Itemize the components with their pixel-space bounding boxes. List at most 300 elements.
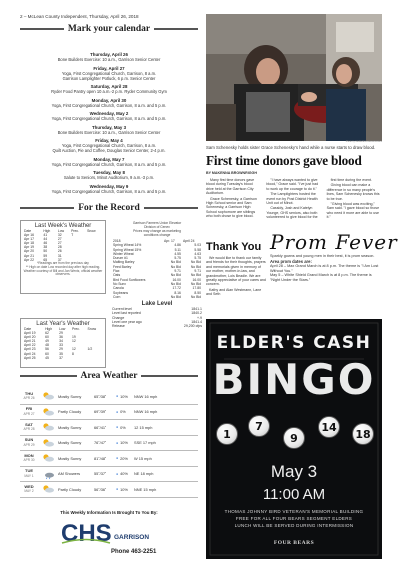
sponsor-note: This Weekly Information Is Brought To You By: bbox=[60, 510, 158, 515]
table-cell: 26 bbox=[57, 249, 62, 254]
table-cell: April 20 bbox=[24, 335, 36, 340]
calendar-date: Thursday, April 26 bbox=[90, 52, 128, 57]
last-week-note-2: ** High on date Low recorded day after high reading. Weather courtesy of Bill and Jan Wentz, official weather observers. bbox=[23, 264, 103, 277]
weather-day-date: APR 26 bbox=[23, 396, 35, 401]
calendar-entry bbox=[20, 138, 198, 153]
weather-day-date: APR 30 bbox=[23, 458, 35, 463]
lake-level-value: 1840.2 bbox=[191, 311, 202, 316]
partly-sunny-icon bbox=[41, 391, 55, 401]
raindrop-icon: ● bbox=[116, 440, 119, 445]
table-cell: 60 bbox=[45, 335, 49, 340]
record-header bbox=[20, 203, 198, 213]
thank-you-body bbox=[206, 256, 266, 298]
table-cell: Apr 18 bbox=[24, 241, 34, 246]
chs-logo-text: CHS bbox=[61, 520, 112, 547]
table-cell: Apr 19 bbox=[24, 245, 34, 250]
weather-precip bbox=[116, 456, 134, 461]
story-paragraph: "I have always wanted to give blood," Grace said. "I've just had to work up the courage to do it." bbox=[266, 178, 319, 191]
table-cell: Apr 16 bbox=[24, 233, 34, 238]
table-cell: 44 bbox=[43, 237, 48, 242]
table-cell: 12 bbox=[72, 339, 76, 344]
weather-day-date: APR 28 bbox=[23, 427, 35, 432]
weather-precip bbox=[116, 471, 134, 476]
calendar-event: Yoga, First Congregational Church, Garrison, 8 a.m. bbox=[61, 143, 157, 149]
precip-chance: 0% bbox=[120, 409, 126, 415]
table-cell: 29 bbox=[59, 347, 63, 352]
weather-day bbox=[20, 454, 38, 463]
table-header-cell: High bbox=[45, 327, 53, 331]
table-cell: 5.11 bbox=[174, 247, 181, 252]
weather-condition: Partly Cloudy bbox=[58, 486, 82, 492]
weather-condition: AM Showers bbox=[58, 471, 81, 477]
weather-day-row bbox=[20, 436, 198, 452]
table-cell: 56 bbox=[45, 347, 49, 352]
poster-detail-2: FREE FOR ALL FOUR BEARS SEGMENT ELDERS bbox=[235, 516, 353, 521]
table-cell: Soybeans bbox=[113, 290, 129, 295]
photo-credit: Photo by MAKENNA BROWNRIGG bbox=[345, 141, 382, 143]
table-cell: 29 bbox=[59, 331, 63, 336]
table-cell: April 25 bbox=[24, 355, 36, 360]
table-cell: 37 bbox=[59, 355, 63, 360]
table-cell: 27 bbox=[57, 241, 62, 246]
weather-day-name: FRI bbox=[25, 406, 33, 412]
raindrop-icon: ● bbox=[116, 409, 119, 414]
raindrop-icon: ● bbox=[116, 456, 119, 461]
table-row bbox=[23, 356, 103, 360]
newspaper-page bbox=[20, 14, 398, 559]
weather-wind: NNE 15 mph bbox=[134, 486, 157, 492]
weather-day bbox=[20, 392, 38, 401]
calendar-event: Ryder Food Pantry open 10 a.m.-2 p.m. Ryder Community Gym bbox=[51, 89, 167, 95]
calendar-entry bbox=[20, 184, 198, 194]
table-cell: 37 bbox=[57, 257, 62, 262]
prom-notice bbox=[270, 230, 398, 282]
weather-day-row bbox=[20, 389, 198, 405]
table-header-cell: Prec. bbox=[71, 229, 79, 233]
table-cell: 5.03 bbox=[194, 243, 201, 248]
table-cell: 50 bbox=[43, 249, 48, 254]
lake-level-title: Lake Level bbox=[141, 301, 173, 308]
weather-temperature: 55˚/37˚ bbox=[94, 471, 107, 477]
table-cell: No Sunx bbox=[113, 281, 127, 286]
table-cell: 19 bbox=[72, 335, 76, 340]
calendar-event: Bone Builders Exercise: 10 a.m., Garrison Senior Center bbox=[57, 57, 161, 63]
lake-level-row bbox=[112, 324, 202, 328]
prom-title: Prom Fever bbox=[270, 230, 398, 254]
poster-time: 11:00 AM bbox=[262, 486, 326, 503]
precip-chance: 20% bbox=[120, 455, 128, 461]
poster-date: May 3 bbox=[270, 462, 318, 481]
calendar-entry bbox=[20, 111, 198, 121]
table-header-cell: 2018 bbox=[113, 239, 121, 243]
story-column-1 bbox=[206, 178, 261, 221]
weather-day-row bbox=[20, 467, 198, 483]
table-cell: Winter Wheat bbox=[113, 251, 134, 256]
table-cell: Apr 20 bbox=[24, 249, 34, 254]
table-cell: Spring Wheat 15% bbox=[113, 247, 142, 252]
table-cell: 4.55 bbox=[174, 251, 181, 256]
table-cell: 12 bbox=[72, 347, 76, 352]
table-cell: Feed Barley bbox=[113, 264, 132, 269]
raindrop-icon: ● bbox=[116, 425, 119, 430]
weather-condition: Mostly Sunny bbox=[58, 440, 82, 446]
table-header-cell: Apr. 17 bbox=[164, 239, 175, 243]
table-cell: 49 bbox=[45, 339, 49, 344]
table-cell: April 23 bbox=[24, 347, 36, 352]
table-cell: Canola bbox=[113, 286, 124, 291]
table-cell: 8 bbox=[72, 351, 74, 356]
bingo-ball: 7 bbox=[248, 415, 270, 437]
table-cell: 45 bbox=[45, 355, 49, 360]
lake-level-label: Current level bbox=[112, 307, 132, 312]
lake-level-label: Change bbox=[112, 315, 125, 320]
prom-dates-list bbox=[270, 264, 382, 282]
weather-precip bbox=[116, 440, 134, 445]
thank-you-paragraph: Kathy and Alan Westmann, Lane and Seth bbox=[206, 287, 262, 297]
table-cell: 62 bbox=[45, 331, 49, 336]
calendar-date: Thursday, May 3 bbox=[91, 124, 127, 130]
table-cell bbox=[71, 356, 87, 360]
poster-detail-3: LUNCH WILL BE SERVED DURING INTERMISSION bbox=[234, 523, 354, 528]
calendar-title: Mark your calendar bbox=[67, 24, 151, 34]
calendar-date: Tuesday, May 8 bbox=[93, 170, 125, 175]
last-week-weather-box bbox=[20, 220, 106, 294]
calendar-event: Yoga, First Congregational Church, Garrison, 8 a.m. and 5 p.m. bbox=[51, 102, 167, 108]
calendar-date: Monday, May 7 bbox=[93, 156, 125, 162]
table-cell: 41 bbox=[43, 233, 48, 238]
calendar-event: Salute to Seniors, Minot Auditorium, 9 a.m.-3 p.m. bbox=[63, 175, 155, 181]
weather-title: Area Weather bbox=[80, 371, 138, 381]
lake-level-value: 29,200 cfps bbox=[183, 324, 202, 329]
table-cell: April 21 bbox=[24, 339, 36, 344]
calendar-entry bbox=[20, 125, 198, 135]
story-paragraph: The Lamplighters hosted the event run by Post District Health Unit out of Minot. bbox=[266, 192, 318, 206]
thank-you-title: Thank You bbox=[206, 241, 262, 253]
last-week-table bbox=[23, 229, 103, 262]
thank-you-paragraph: We would like to thank our family and friends for their thoughts, prayers and memorials given in memory of our mother, mother-in-law, and grandmother, Lois Beadle. We are greatly appreciative of your cares and concern. bbox=[206, 256, 266, 287]
last-year-weather-box bbox=[20, 318, 106, 368]
table-cell: No Bid bbox=[190, 260, 201, 265]
table-header-cell: Date bbox=[24, 327, 32, 331]
story-column-3 bbox=[327, 178, 382, 221]
table-cell: Apr 21 bbox=[24, 253, 34, 258]
sponsor-location: GARRISON bbox=[114, 534, 150, 541]
story-paragraph: first time during the event. bbox=[330, 178, 373, 182]
table-cell: No Bid bbox=[190, 273, 201, 278]
table-cell: 36 bbox=[59, 335, 63, 340]
last-week-title: Last Week's Weather bbox=[34, 223, 92, 229]
lake-level-label: Level one year ago bbox=[112, 320, 142, 325]
weather-precip bbox=[116, 409, 134, 414]
weather-day-name: SAT bbox=[25, 421, 33, 427]
prom-date-item: April 28 – Max Grand March is at 8 p.m. The theme is "I Am Lost Without You." bbox=[270, 264, 379, 273]
partly-cloudy-icon bbox=[41, 407, 55, 417]
weather-precip bbox=[116, 425, 134, 430]
page-folio: 2 – McLean County Independent, Thursday, April 26, 2018 bbox=[20, 14, 139, 19]
table-cell: 46 bbox=[43, 241, 48, 246]
table-cell: Apr 17 bbox=[24, 237, 34, 242]
partly-sunny-icon bbox=[41, 453, 55, 463]
calendar-date: Friday, April 27 bbox=[93, 65, 125, 71]
calendar-event: Quilt Auction, Pie and Coffee, Douglas Senior Center, 2-4 p.m. bbox=[52, 148, 166, 154]
weather-temperature: 56˚/36˚ bbox=[94, 486, 107, 492]
photo-caption: Sam Schenesky holds sister Grace Schenesky's hand while a nurse starts to draw blood. bbox=[206, 145, 376, 150]
bingo-poster bbox=[206, 319, 382, 559]
table-cell: 17.72 bbox=[172, 286, 181, 291]
elevator-table bbox=[112, 239, 202, 299]
table-cell: 32 bbox=[57, 233, 62, 238]
record-title: For the Record bbox=[78, 203, 140, 213]
table-cell: No Bid bbox=[170, 273, 181, 278]
partly-cloudy-icon bbox=[41, 484, 55, 494]
table-cell: 5.75 bbox=[194, 256, 201, 261]
weather-wind: SSE 17 mph bbox=[134, 440, 156, 446]
weather-condition: Mostly Sunny bbox=[58, 424, 82, 430]
weather-day-date: MAY 2 bbox=[24, 489, 34, 494]
bingo-ball: 9 bbox=[283, 427, 305, 449]
lake-level-value: 1841.4 bbox=[191, 320, 202, 325]
weather-day bbox=[20, 485, 38, 494]
table-cell: 5.75 bbox=[174, 256, 181, 261]
table-header-cell: Date bbox=[24, 229, 32, 233]
calendar-entry bbox=[20, 66, 198, 81]
precip-chance: 0% bbox=[120, 424, 126, 430]
table-cell: Oats bbox=[113, 273, 121, 278]
table-cell: 60 bbox=[45, 351, 49, 356]
table-cell: 65 bbox=[43, 257, 48, 262]
elevator-header-line: Garrison Farmers Union Elevator bbox=[132, 221, 182, 225]
story-paragraph: Grace Schenesky, a Garrison High School senior and Sam Schenesky, a Garrison High School sophomore are siblings who both chose to give blood. bbox=[206, 196, 257, 219]
weather-day bbox=[20, 423, 38, 432]
calendar-entry bbox=[20, 157, 198, 167]
weather-day bbox=[20, 469, 38, 478]
calendar-event: Yoga, First Congregational Church, Garrison, 8 a.m. and 5 p.m. bbox=[51, 188, 167, 194]
bingo-ball: 14 bbox=[318, 416, 340, 438]
calendar-entry bbox=[20, 52, 198, 62]
weather-temperature: 66˚/41˚ bbox=[94, 424, 107, 430]
table-cell: April 19 bbox=[24, 331, 36, 336]
calendar-date: Monday, April 30 bbox=[91, 97, 127, 103]
table-header-cell: Prec. bbox=[72, 327, 80, 331]
weather-day-date: APR 27 bbox=[23, 411, 35, 416]
elevator-header-line: Prices may change as marketing bbox=[133, 229, 181, 233]
table-cell: April 24 bbox=[24, 351, 36, 356]
poster-bingo-word: BINGO bbox=[212, 355, 376, 404]
four-bears-logo: FOUR BEARS bbox=[273, 540, 315, 546]
elevator-prices bbox=[112, 221, 202, 329]
table-row bbox=[112, 295, 202, 299]
weather-wind: 12 15 mph bbox=[134, 424, 153, 430]
calendar-date: Friday, May 4 bbox=[95, 138, 123, 143]
table-cell: 38 bbox=[43, 245, 48, 250]
table-cell: Bird Food Sunflowers bbox=[113, 277, 146, 282]
weather-day-name: WED bbox=[24, 483, 34, 489]
table-header-cell: April 24 bbox=[182, 239, 195, 243]
weather-wind: W 15 mph bbox=[134, 455, 152, 461]
weather-condition: Mostly Sunny bbox=[58, 393, 82, 399]
weather-wind: NNW 16 mph bbox=[134, 393, 158, 399]
precip-chance: 10% bbox=[120, 440, 128, 446]
weather-precip bbox=[116, 394, 134, 399]
raindrop-icon: ● bbox=[116, 471, 119, 476]
lake-level-list bbox=[112, 307, 202, 328]
lake-level-value: 1841.1 bbox=[191, 307, 202, 312]
story-paragraph: Cassidy, Josh and Katelyn Younge, GHS seniors, also both volunteered to give blood for the bbox=[266, 206, 318, 220]
weather-condition: Partly Cloudy bbox=[58, 409, 82, 415]
weather-temperature: 81˚/48˚ bbox=[94, 455, 107, 461]
bingo-ball: 18 bbox=[352, 423, 374, 445]
weather-day-row bbox=[20, 482, 198, 498]
showers-icon bbox=[41, 469, 55, 479]
elevator-header-line: conditions change bbox=[143, 233, 171, 237]
calendar-event: Yoga, First Congregational Church, Garrison, 8 a.m. and 5 p.m. bbox=[51, 116, 167, 122]
calendar-entry bbox=[20, 84, 198, 94]
header-rule bbox=[144, 207, 198, 208]
table-header-cell: Low bbox=[59, 327, 66, 331]
table-cell: 48 bbox=[45, 343, 49, 348]
weather-header bbox=[20, 371, 198, 381]
calendar-event: Bone Builders Exercise: 10 a.m., Garrison Senior Center bbox=[57, 129, 161, 135]
story-column-2 bbox=[266, 178, 321, 221]
weather-day-name: MON bbox=[24, 452, 34, 458]
table-cell: 34 bbox=[59, 339, 63, 344]
sponsor-phone: Phone 463-2251 bbox=[111, 549, 157, 555]
header-rule bbox=[20, 28, 64, 29]
story-paragraph: Giving blood can make a difference in so many people's lives, Sam Schenesky knows this to be true. bbox=[326, 183, 380, 201]
story-byline: BY MAKENNA BROWNRIGGH bbox=[206, 171, 257, 175]
calendar-entry bbox=[20, 170, 198, 180]
prom-body: Sparkly gowns and young men in their best, it is prom season. bbox=[270, 254, 375, 258]
weather-day-date: APR 29 bbox=[23, 442, 35, 447]
weather-day bbox=[20, 438, 38, 447]
precip-chance: 10% bbox=[120, 486, 128, 492]
partly-sunny-icon bbox=[41, 438, 55, 448]
weather-wind: NE 18 mph bbox=[134, 471, 154, 477]
header-rule bbox=[141, 375, 198, 376]
raindrop-icon: ● bbox=[116, 394, 119, 399]
table-cell: Spring Wheat 14% bbox=[113, 243, 142, 248]
weather-temperature: 76˚/47˚ bbox=[94, 440, 107, 446]
poster-line-1: ELDER'S CASH bbox=[216, 333, 372, 353]
table-cell: 9.71 bbox=[194, 269, 201, 274]
story-paragraph: "Giving blood was exciting," Sam said. "I gave blood so those who need it more are able to use it." bbox=[326, 202, 380, 220]
prom-subhead: Area prom dates are: bbox=[270, 258, 312, 264]
weather-temperature: 69˚/39˚ bbox=[94, 409, 107, 415]
table-cell: 9.71 bbox=[174, 269, 181, 274]
header-rule bbox=[20, 207, 74, 208]
prom-date-item: May 5 – White Shield Grand March is at 8 p.m. The theme is "Night Under the Stars." bbox=[270, 273, 372, 282]
table-cell: No Bid bbox=[170, 294, 181, 299]
table-cell: April 22 bbox=[24, 343, 36, 348]
blood-drive-photo bbox=[206, 14, 382, 141]
table-cell: 35 bbox=[59, 351, 63, 356]
last-year-title: Last Year's Weather bbox=[36, 321, 90, 327]
table-cell bbox=[87, 356, 103, 360]
lake-level-label: Release bbox=[112, 324, 125, 329]
table-cell: 59 bbox=[43, 253, 48, 258]
weather-temperature: 65˚/38˚ bbox=[94, 393, 107, 399]
table-cell: No Bid bbox=[190, 281, 201, 286]
weather-day-name: SUN bbox=[24, 437, 34, 443]
table-cell: 31 bbox=[57, 253, 62, 258]
table-cell: No Bid bbox=[170, 260, 181, 265]
elevator-header-line: Division of Cenex bbox=[144, 225, 170, 229]
calendar-event: Garrison Lamplighter Potluck, 6 p.m. Senior Center bbox=[62, 75, 156, 81]
weather-day-date: MAY 1 bbox=[24, 473, 34, 478]
bingo-ball: 1 bbox=[216, 423, 238, 445]
table-cell: No Bid bbox=[170, 281, 181, 286]
weather-forecast bbox=[20, 389, 198, 498]
table-cell: 8.50 bbox=[194, 290, 201, 295]
table-cell: Durum #1 bbox=[113, 256, 128, 261]
calendar-date: Saturday, April 28 bbox=[90, 84, 128, 89]
weather-day-row bbox=[20, 420, 198, 436]
story-body bbox=[206, 178, 382, 221]
calendar-date: Wednesday, May 2 bbox=[89, 111, 129, 116]
calendar-entry bbox=[20, 98, 198, 108]
lake-level-label: Level last reported bbox=[112, 311, 141, 316]
last-week-note: *Readings are from the previous day bbox=[37, 260, 89, 265]
weather-precip bbox=[116, 487, 134, 492]
last-year-table bbox=[23, 327, 103, 360]
calendar-date: Wednesday, May 9 bbox=[89, 183, 129, 189]
table-cell: 16.00 bbox=[192, 277, 201, 282]
table-cell: 8.16 bbox=[174, 290, 181, 295]
weather-day bbox=[20, 407, 38, 416]
weather-day-name: THU bbox=[24, 390, 34, 396]
calendar-list bbox=[20, 52, 198, 197]
table-cell: No Bid bbox=[170, 264, 181, 269]
weather-wind: NNW 16 mph bbox=[134, 409, 158, 415]
header-rule bbox=[154, 28, 198, 29]
partly-sunny-icon bbox=[41, 422, 55, 432]
poster-detail-1: THOMAS JOHNNY BIRD VETERAN'S MEMORIAL BUILDING bbox=[224, 509, 364, 514]
table-cell: Apr 22 bbox=[24, 257, 34, 262]
lake-level-value: +.9 bbox=[197, 315, 202, 320]
table-cell: Corn bbox=[113, 294, 121, 299]
weather-day-name: TUE bbox=[25, 468, 33, 474]
table-cell: 1/2 bbox=[87, 347, 93, 352]
elevator-header bbox=[112, 221, 202, 237]
table-header-cell: High bbox=[43, 229, 51, 233]
weather-day-row bbox=[20, 405, 198, 421]
weather-condition: Mostly Sunny bbox=[58, 455, 82, 461]
table-cell: Malting Barley bbox=[113, 260, 135, 265]
table-cell: 28 bbox=[57, 245, 62, 250]
table-cell: 4.86 bbox=[174, 243, 181, 248]
table-cell: No Bid bbox=[190, 264, 201, 269]
table-header-cell: Low bbox=[57, 229, 65, 233]
precip-chance: 40% bbox=[120, 471, 128, 477]
table-cell: 17.80 bbox=[192, 286, 201, 291]
table-cell: 5.58 bbox=[194, 247, 201, 252]
chs-logo bbox=[60, 519, 112, 550]
calendar-event: Yoga, First Congregational Church, Garrison, 8 a.m. and 5 p.m. bbox=[51, 161, 167, 167]
story-paragraph: Many first time donors gave blood during Tuesday's blood drive held at the Garrison City Auditorium. bbox=[206, 178, 255, 196]
table-cell: Flax bbox=[113, 269, 120, 274]
table-header-cell: Snow bbox=[87, 327, 97, 331]
table-header-cell: Snow bbox=[87, 229, 96, 233]
raindrop-icon: ● bbox=[116, 487, 119, 492]
table-cell: 33 bbox=[59, 343, 63, 348]
table-cell: 4.63 bbox=[194, 251, 201, 256]
precip-chance: 10% bbox=[120, 393, 128, 399]
weather-day-row bbox=[20, 451, 198, 467]
table-cell: 27 bbox=[57, 237, 62, 242]
calendar-event: Yoga, First Congregational Church, Garrison, 8 a.m. bbox=[61, 70, 157, 76]
calendar-header bbox=[20, 24, 198, 34]
story-headline: First time donors gave blood bbox=[206, 153, 362, 168]
